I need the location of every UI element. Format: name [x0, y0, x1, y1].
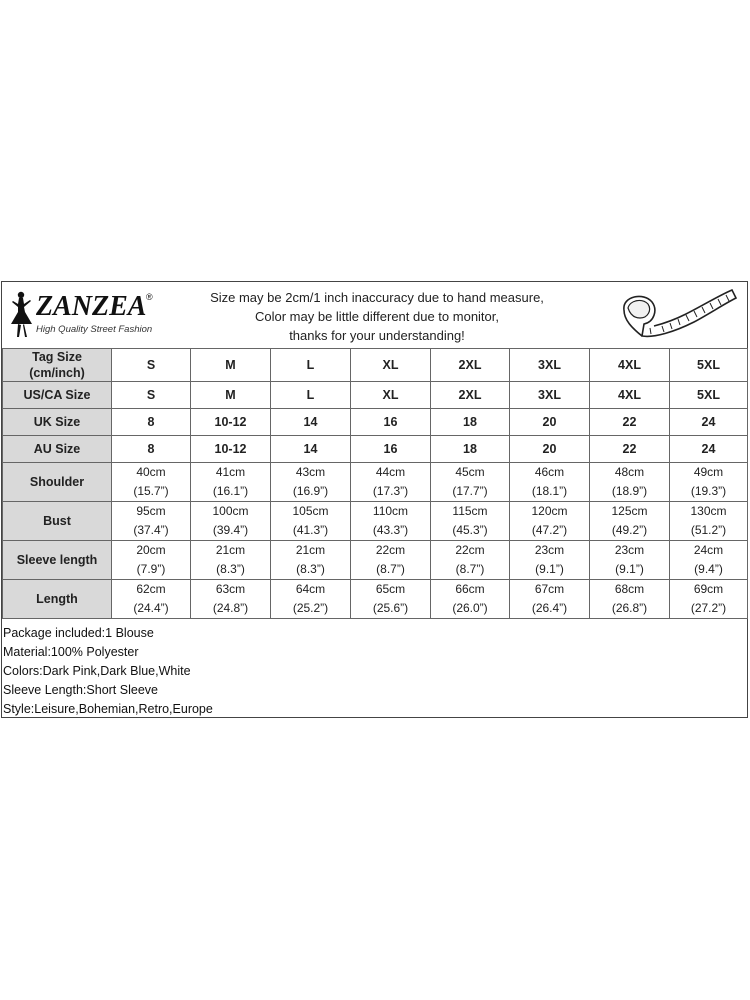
cell-uk-size: 18: [431, 409, 510, 436]
cell-bust: 125cm (49.2”): [590, 502, 670, 541]
cell-tag-size: L: [271, 349, 351, 382]
cell-us-ca-size: L: [271, 382, 351, 409]
cell-length: 62cm (24.4”): [112, 580, 191, 619]
cell-length: 64cm (25.2”): [271, 580, 351, 619]
cell-tag-size: 5XL: [670, 349, 748, 382]
cell-bust: 95cm (37.4”): [112, 502, 191, 541]
notice-line-1: Size may be 2cm/1 inch inaccuracy due to hand measure,: [210, 290, 544, 305]
detail-colors: Colors:Dark Pink,Dark Blue,White: [3, 664, 191, 678]
detail-style: Style:Leisure,Bohemian,Retro,Europe: [3, 702, 213, 716]
measuring-tape-icon: [614, 288, 742, 344]
row-header-tag-size: Tag Size (cm/inch): [3, 349, 112, 382]
cell-sleeve-length: 23cm (9.1”): [510, 541, 590, 580]
cell-bust: 115cm (45.3”): [431, 502, 510, 541]
cell-tag-size: 4XL: [590, 349, 670, 382]
cell-uk-size: 8: [112, 409, 191, 436]
detail-material: Material:100% Polyester: [3, 645, 139, 659]
cell-shoulder: 48cm (18.9”): [590, 463, 670, 502]
row-header-au-size: AU Size: [3, 436, 112, 463]
table-row: [3, 580, 748, 619]
cell-length: 68cm (26.8”): [590, 580, 670, 619]
cell-bust: 105cm (41.3”): [271, 502, 351, 541]
cell-tag-size: 2XL: [431, 349, 510, 382]
cell-sleeve-length: 21cm (8.3”): [271, 541, 351, 580]
cell-uk-size: 20: [510, 409, 590, 436]
cell-bust: 130cm (51.2”): [670, 502, 748, 541]
product-details: [3, 624, 213, 719]
table-row: [3, 382, 748, 409]
size-chart: [1, 281, 748, 718]
measurement-notice: [177, 288, 577, 345]
cell-us-ca-size: 3XL: [510, 382, 590, 409]
detail-package: Package included:1 Blouse: [3, 626, 154, 640]
cell-length: 66cm (26.0”): [431, 580, 510, 619]
brand-name: ZANZEA: [36, 291, 147, 322]
row-header-shoulder: Shoulder: [3, 463, 112, 502]
cell-au-size: 20: [510, 436, 590, 463]
cell-sleeve-length: 23cm (9.1”): [590, 541, 670, 580]
cell-sleeve-length: 20cm (7.9”): [112, 541, 191, 580]
notice-line-3: thanks for your understanding!: [289, 328, 465, 343]
cell-shoulder: 44cm (17.3”): [351, 463, 431, 502]
registered-mark: ®: [146, 292, 153, 302]
cell-shoulder: 45cm (17.7”): [431, 463, 510, 502]
cell-au-size: 10-12: [191, 436, 271, 463]
table-row: [3, 349, 748, 382]
row-header-us-ca-size: US/CA Size: [3, 382, 112, 409]
detail-sleeve: Sleeve Length:Short Sleeve: [3, 683, 158, 697]
cell-sleeve-length: 22cm (8.7”): [431, 541, 510, 580]
cell-shoulder: 46cm (18.1”): [510, 463, 590, 502]
brand-logo: [6, 288, 166, 342]
cell-shoulder: 49cm (19.3”): [670, 463, 748, 502]
row-header-length: Length: [3, 580, 112, 619]
row-header-uk-size: UK Size: [3, 409, 112, 436]
cell-au-size: 16: [351, 436, 431, 463]
cell-shoulder: 40cm (15.7”): [112, 463, 191, 502]
cell-au-size: 22: [590, 436, 670, 463]
cell-uk-size: 10-12: [191, 409, 271, 436]
size-table: [2, 348, 748, 619]
cell-uk-size: 22: [590, 409, 670, 436]
brand-tagline: High Quality Street Fashion: [36, 324, 153, 335]
cell-sleeve-length: 24cm (9.4”): [670, 541, 748, 580]
cell-length: 67cm (26.4”): [510, 580, 590, 619]
table-row: [3, 502, 748, 541]
cell-length: 65cm (25.6”): [351, 580, 431, 619]
cell-sleeve-length: 22cm (8.7”): [351, 541, 431, 580]
table-row: [3, 463, 748, 502]
cell-uk-size: 24: [670, 409, 748, 436]
cell-au-size: 14: [271, 436, 351, 463]
cell-uk-size: 16: [351, 409, 431, 436]
cell-us-ca-size: 5XL: [670, 382, 748, 409]
chart-header: [2, 282, 747, 348]
cell-tag-size: M: [191, 349, 271, 382]
cell-length: 63cm (24.8”): [191, 580, 271, 619]
notice-line-2: Color may be little different due to monitor,: [255, 309, 499, 324]
cell-tag-size: XL: [351, 349, 431, 382]
cell-shoulder: 41cm (16.1”): [191, 463, 271, 502]
cell-au-size: 8: [112, 436, 191, 463]
table-row: [3, 409, 748, 436]
cell-bust: 120cm (47.2”): [510, 502, 590, 541]
cell-bust: 110cm (43.3”): [351, 502, 431, 541]
cell-au-size: 24: [670, 436, 748, 463]
cell-us-ca-size: 4XL: [590, 382, 670, 409]
table-row: [3, 541, 748, 580]
woman-silhouette-icon: [8, 290, 34, 340]
cell-us-ca-size: 2XL: [431, 382, 510, 409]
cell-us-ca-size: XL: [351, 382, 431, 409]
cell-us-ca-size: S: [112, 382, 191, 409]
cell-sleeve-length: 21cm (8.3”): [191, 541, 271, 580]
table-row: [3, 436, 748, 463]
cell-us-ca-size: M: [191, 382, 271, 409]
cell-tag-size: 3XL: [510, 349, 590, 382]
row-header-bust: Bust: [3, 502, 112, 541]
row-header-sleeve-length: Sleeve length: [3, 541, 112, 580]
cell-tag-size: S: [112, 349, 191, 382]
cell-shoulder: 43cm (16.9”): [271, 463, 351, 502]
cell-au-size: 18: [431, 436, 510, 463]
cell-length: 69cm (27.2”): [670, 580, 748, 619]
cell-bust: 100cm (39.4”): [191, 502, 271, 541]
cell-uk-size: 14: [271, 409, 351, 436]
